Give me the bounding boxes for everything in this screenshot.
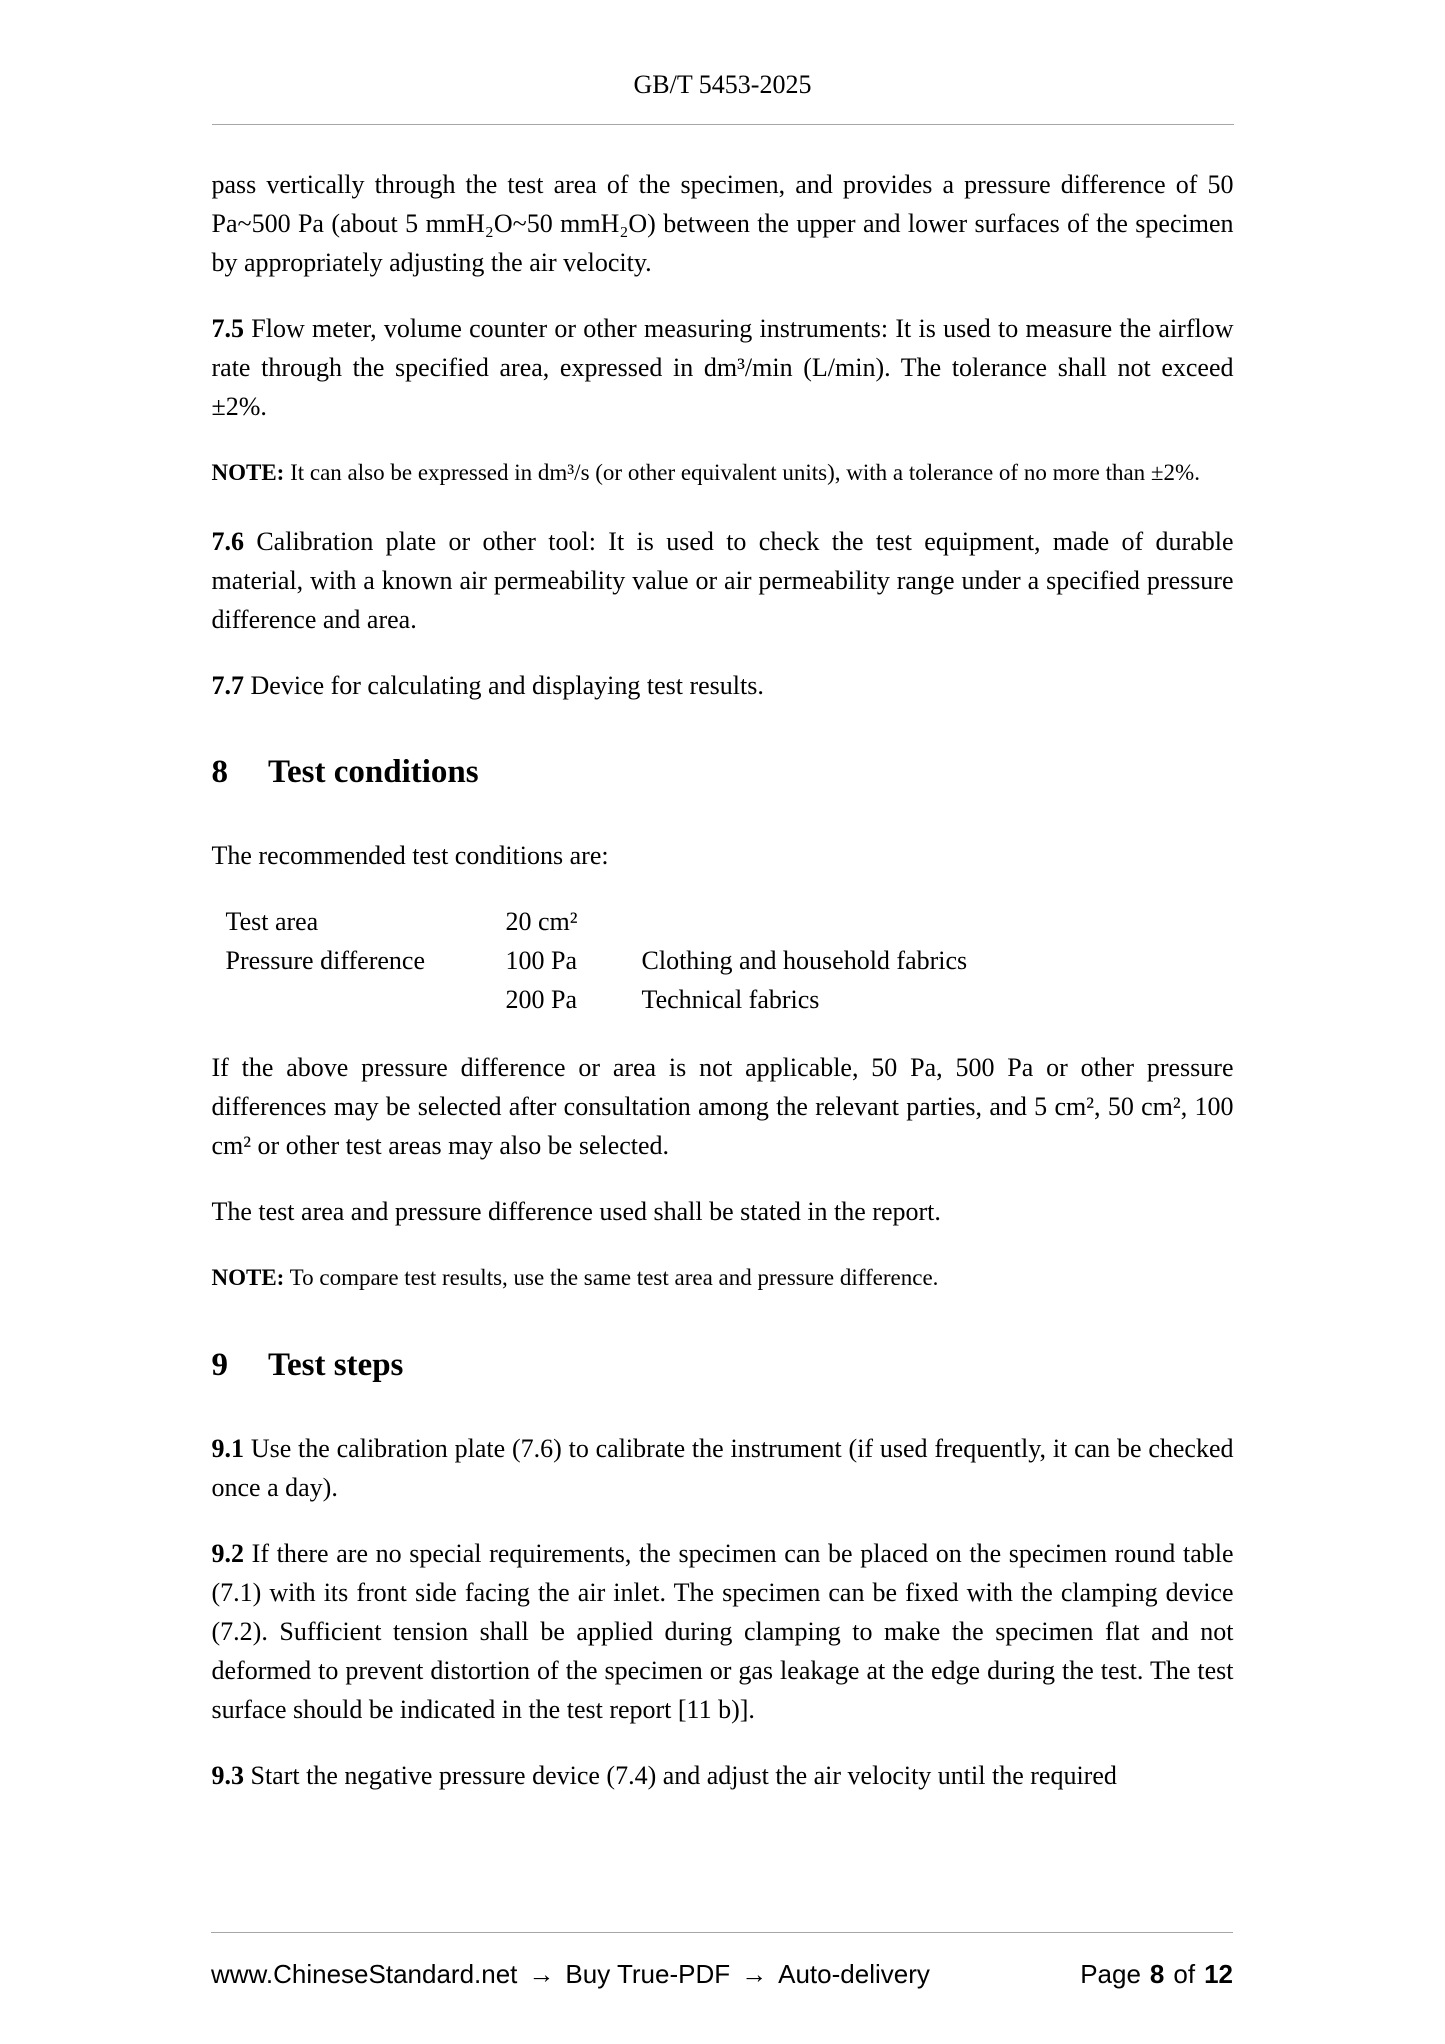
paragraph-8-3: The test area and pressure difference used shall be stated in the report.	[211, 1197, 941, 1226]
table-row	[226, 902, 1234, 941]
section-heading-9	[212, 1346, 1234, 1385]
section-title: Test steps	[268, 1347, 404, 1383]
standard-number: GB/T 5453-2025	[633, 70, 812, 99]
buy-pdf-label: Buy True-PDF	[565, 1959, 731, 1989]
condition-note	[642, 902, 1234, 941]
condition-value: 100 Pa	[505, 946, 577, 975]
clause-label: 7.6	[211, 527, 244, 556]
arrow-icon: →	[741, 1959, 768, 1989]
paragraph-7-5	[212, 309, 1234, 426]
condition-name: Test area	[225, 907, 319, 936]
paragraph-intro: pass vertically through the test area of the specimen, and provides a pressure difference of 50 Pa~500 Pa (about 5 mmH₂O~50 mmH₂O) between the upper and lower surfaces of the specimen by appropriately adjusting the air velocity.	[211, 170, 1234, 277]
clause-label: 7.5	[211, 314, 244, 343]
note-text: To compare test results, use the same test area and pressure difference.	[284, 1265, 939, 1290]
table-row	[226, 980, 1234, 1019]
auto-delivery-label: Auto-delivery	[778, 1959, 930, 1989]
condition-value: 200 Pa	[505, 985, 577, 1014]
section-title: Test conditions	[268, 754, 479, 790]
clause-text: If there are no special requirements, the specimen can be placed on the specimen round table (7.1) with its front side facing the air inlet. The specimen can be fixed with the clamping device (7.2). Sufficient tension shall be applied during clamping to make the specimen flat and not deformed to prevent distortion of the specimen or gas leakage at the edge during the test. The test surface should be indicated in the test report [11 b)].	[211, 1539, 1234, 1724]
section-heading-8	[212, 753, 1234, 792]
page-header	[212, 70, 1234, 125]
condition-name: Pressure difference	[225, 946, 425, 975]
section-number: 9	[211, 1347, 228, 1383]
note-2	[212, 1258, 1234, 1298]
paragraph-9-3	[212, 1756, 1234, 1795]
clause-text: Start the negative pressure device (7.4) and adjust the air velocity until the required	[244, 1761, 1117, 1790]
note-label: NOTE:	[211, 460, 285, 485]
arrow-icon: →	[528, 1959, 555, 1989]
clause-label: 7.7	[211, 671, 244, 700]
paragraph-7-7	[212, 666, 1234, 705]
note-label: NOTE:	[211, 1265, 285, 1290]
clause-text: Flow meter, volume counter or other measuring instruments: It is used to measure the airflow rate through the specified area, expressed in dm³/min (L/min). The tolerance shall not exceed ±2%.	[211, 314, 1234, 421]
clause-label: 9.3	[211, 1761, 244, 1790]
page-word: Page	[1080, 1959, 1141, 1989]
note-1	[212, 453, 1234, 493]
current-page-number: 8	[1149, 1959, 1165, 1989]
page-footer	[211, 1932, 1233, 1990]
clause-text: Device for calculating and displaying test results.	[244, 671, 764, 700]
condition-name	[226, 980, 506, 1019]
of-word: of	[1173, 1959, 1196, 1989]
table-row	[226, 941, 1234, 980]
paragraph-8-2: If the above pressure difference or area is not applicable, 50 Pa, 500 Pa or other pressure differences may be selected after consultation among the relevant parties, and 5 cm², 50 cm², 100 cm² or other test areas may also be selected.	[211, 1053, 1234, 1160]
condition-note: Clothing and household fabrics	[641, 946, 968, 975]
clause-text: Calibration plate or other tool: It is used to check the test equipment, made of durable material, with a known air permeability value or air permeability range under a specified pressure difference and area.	[211, 527, 1234, 634]
paragraph-9-2	[212, 1534, 1234, 1729]
note-text: It can also be expressed in dm³/s (or other equivalent units), with a tolerance of no more than ±2%.	[284, 460, 1200, 485]
footer-links	[211, 1959, 930, 1990]
paragraph-8-intro: The recommended test conditions are:	[211, 841, 609, 870]
clause-text: Use the calibration plate (7.6) to calibrate the instrument (if used frequently, it can be checked once a day).	[211, 1434, 1234, 1502]
website-link[interactable]: www.ChineseStandard.net	[211, 1959, 518, 1989]
condition-value: 20 cm²	[505, 907, 578, 936]
test-conditions-table	[212, 902, 1234, 1019]
paragraph-9-1	[212, 1429, 1234, 1507]
paragraph-7-6	[212, 522, 1234, 639]
document-body	[212, 165, 1234, 1795]
section-number: 8	[211, 754, 228, 790]
condition-note: Technical fabrics	[641, 985, 820, 1014]
clause-label: 9.2	[211, 1539, 244, 1568]
clause-label: 9.1	[211, 1434, 244, 1463]
page-indicator	[1080, 1959, 1233, 1990]
total-page-number: 12	[1204, 1959, 1233, 1989]
